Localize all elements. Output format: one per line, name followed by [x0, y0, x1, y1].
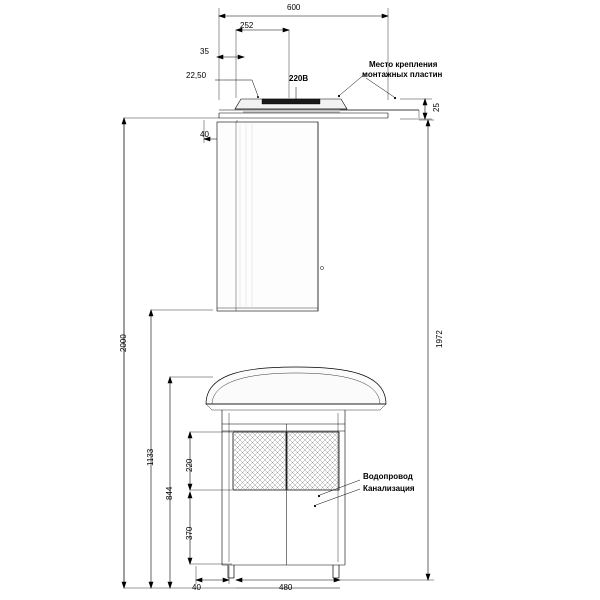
power-220v-label: 220В — [289, 74, 309, 83]
dim-35-label: 35 — [200, 47, 209, 56]
dim-600-label: 600 — [287, 3, 301, 12]
dim-2000-label: 2000 — [119, 334, 128, 352]
dim-40-top-label: 40 — [200, 130, 209, 139]
sewer-label: Канализация — [363, 484, 415, 493]
dim-370-label: 370 — [185, 526, 194, 540]
dim-1133-label: 1133 — [146, 448, 155, 466]
mounting-plates-label-line1: Место крепления — [369, 60, 438, 69]
dim-252-label: 252 — [240, 21, 254, 30]
dim-40-bottom-label: 40 — [192, 583, 201, 592]
water-supply-label: Водопровод — [363, 472, 413, 481]
dim-220-label: 220 — [185, 458, 194, 472]
dim-480-label: 480 — [279, 583, 293, 592]
dim-1972-label: 1972 — [435, 330, 444, 348]
dim-844-label: 844 — [165, 486, 174, 500]
dim-22-50-label: 22,50 — [186, 71, 207, 80]
mounting-plates-label-line2: монтажных пластин — [362, 70, 443, 79]
mesh-door-left — [233, 432, 286, 490]
dim-25-label: 25 — [432, 103, 441, 112]
mesh-door-right — [287, 432, 339, 490]
